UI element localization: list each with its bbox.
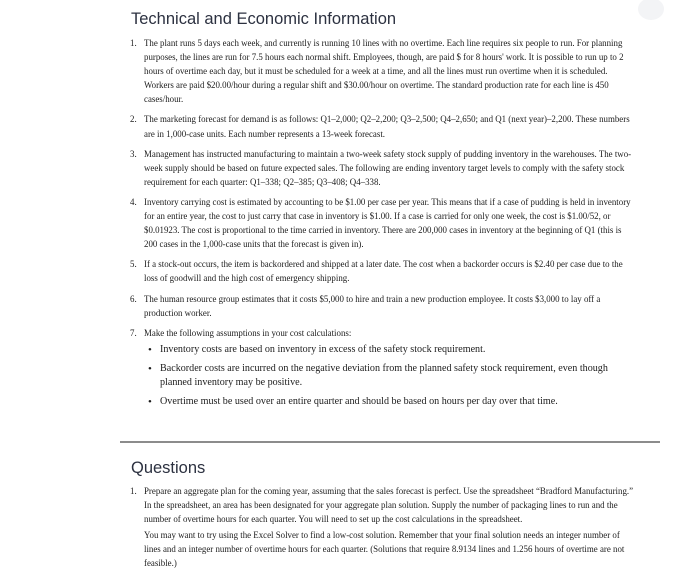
item-text: Make the following assumptions in your cost calculations:: [144, 327, 352, 338]
bullet-text: Overtime must be used over an entire quarter and should be based on hours per day over that time.: [160, 396, 558, 408]
technical-list: [117, 36, 637, 416]
item-number: 2.: [130, 114, 137, 125]
technical-item-2: [117, 112, 637, 140]
technical-item-3: [117, 147, 637, 189]
bullet-icon: •: [148, 362, 152, 375]
technical-item-4: [117, 195, 637, 251]
question-item-1: [117, 484, 637, 571]
bullet-item: [144, 395, 637, 410]
item-text: If a stock-out occurs, the item is backordered and shipped at a later date. The cost when a backorder occurs is $2.40 per case due to the loss of goodwill and the high cost of emergency shipping.: [144, 259, 623, 284]
item-text: Management has instructed manufacturing to maintain a two-week safety stock supply of pudding inventory in the warehouses. The two-week supply should be based on future expected sales. The following are ending inventory target levels to comply with the safety stock requirement for each quarter: Q1–338; Q2–385; Q3–408; Q4–338.: [144, 148, 632, 187]
item-text: Prepare an aggregate plan for the coming year, assuming that the sales forecast is perfect. Use the spreadsheet “Bradford Manufacturing.” In the spreadsheet, an area has been designated for your aggregate plan solution. Supply the number of packaging lines to run and the number of overtime hours for each quarter. You will need to set up the cost calculations in the spreadsheet.: [144, 486, 634, 525]
item-number: 1.: [130, 38, 137, 48]
item-number: 1.: [130, 486, 137, 496]
item-continuation: You may want to try using the Excel Solver to find a low-cost solution. Remember that your final solution needs an integer number of lines and an integer number of overtime hours for each quarter. (Solutions that require 8.9134 lines and 1.256 hours of overtime are not feasible.): [144, 530, 625, 569]
item-number: 5.: [130, 259, 137, 270]
item-text: The marketing forecast for demand is as follows: Q1–2,000; Q2–2,200; Q3–2,500; Q4–2,650; and Q1 (next year)–2,200. These numbers are in 1,000-case units. Each number represents a 13-week forecast.: [144, 114, 630, 139]
bullet-text: Inventory costs are based on inventory in excess of the safety stock requirement.: [160, 343, 486, 355]
bullet-item: [144, 362, 637, 392]
questions-list: [117, 484, 637, 577]
technical-heading: Technical and Economic Information: [131, 10, 397, 28]
bullet-text: Backorder costs are incurred on the negative deviation from the planned safety stock requirement, even though planned inventory may be positive.: [160, 362, 608, 389]
item-number: 7.: [130, 327, 137, 338]
item-number: 4.: [130, 196, 137, 207]
technical-item-6: [117, 292, 637, 320]
page-corner-mark: [638, 0, 664, 20]
bullet-icon: •: [148, 343, 152, 356]
item-text: The human resource group estimates that it costs $5,000 to hire and train a new production employee. It costs $3,000 to lay off a production worker.: [144, 293, 601, 318]
technical-item-5: [117, 257, 637, 285]
assumption-bullets: [144, 343, 637, 410]
item-number: 6.: [130, 293, 137, 304]
technical-item-7: [117, 326, 637, 410]
item-number: 3.: [130, 148, 137, 159]
bullet-item: [144, 343, 637, 358]
item-text: The plant runs 5 days each week, and currently is running 10 lines with no overtime. Each line requires six people to run. For planning purposes, the lines are run for 7.5 hours each normal shift. Employees, though, are paid $ for 8 hours' work. It is possible to run up to 2 hours of overtime each day, but it must be scheduled for a week at a time, and all the lines must run overtime when it is scheduled. Workers are paid $20.00/hour during a regular shift and $30.00/hour on overtime. The standard production rate for each line is 450 cases/hour.: [144, 38, 624, 105]
section-divider: [120, 441, 660, 443]
questions-heading: Questions: [131, 459, 206, 477]
technical-item-1: [117, 36, 637, 106]
bullet-icon: •: [148, 396, 152, 409]
item-text: Inventory carrying cost is estimated by accounting to be $1.00 per case per year. This means that if a case of pudding is held in inventory for an entire year, the cost to just carry that case in inventory is $1.00. If a case is carried for only one week, the cost is $1.00/52, or $0.01923. The cost is proportional to the time carried in inventory. There are 200,000 cases in inventory at the beginning of Q1 (this is 200 cases in the 1,000-case units that the forecast is given in).: [144, 196, 631, 250]
